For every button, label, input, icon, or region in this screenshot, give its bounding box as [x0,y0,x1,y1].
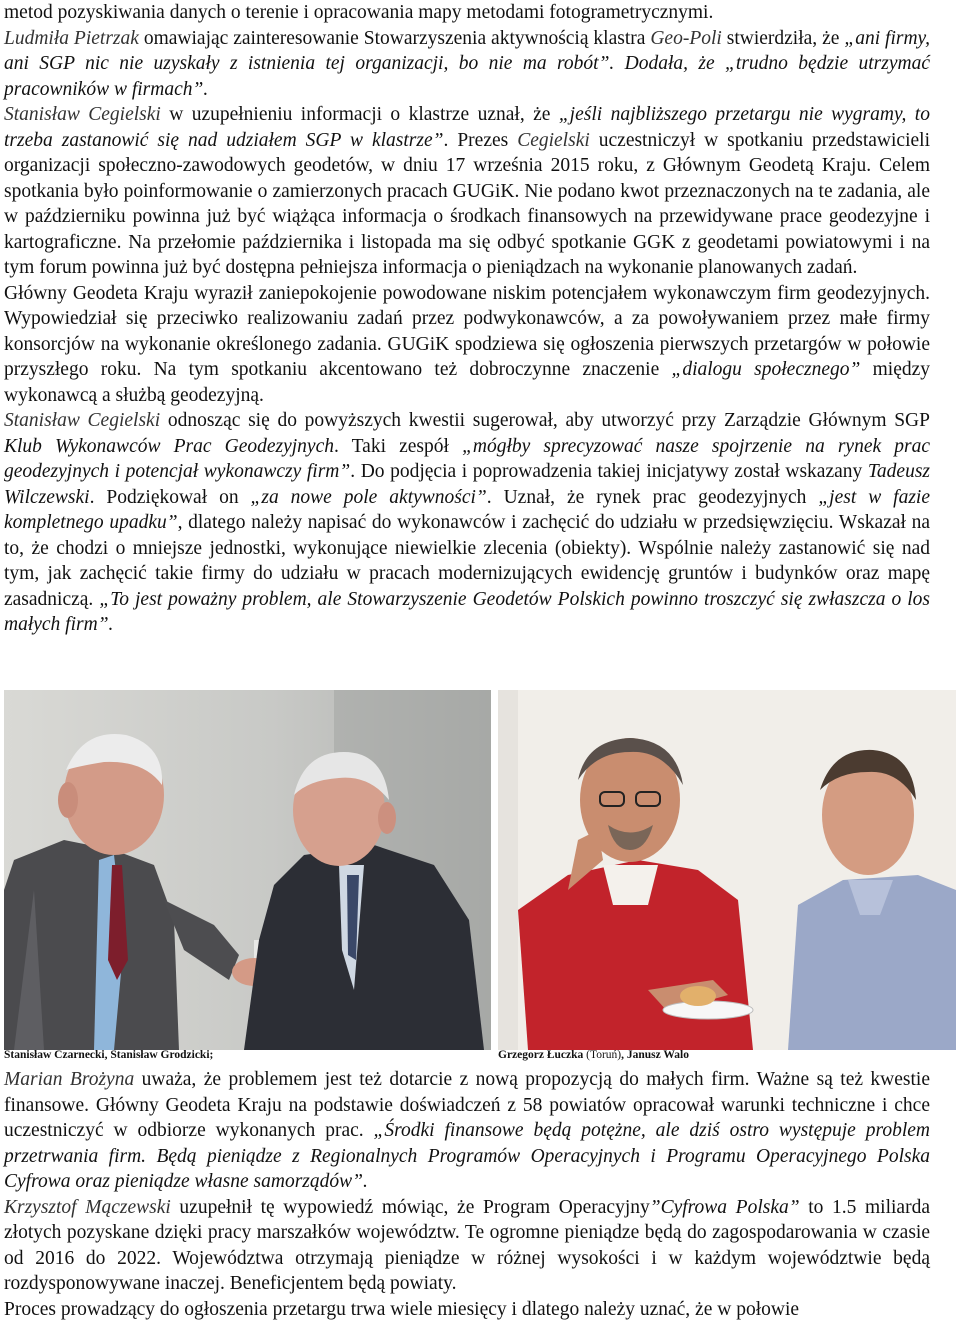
text: uważa, że problemem jest też dotarcie z nową propozycją do małych firm. Ważne są też kwestie finansowe. Główny Geodeta Kraju na podstawie doświadczeń z 58 powiatów opracował warunki techniczne i chce uczestniczyć w odbiorze wykonanych prac. [4,1069,930,1141]
club-name: Klub Wykonawców Prac Geodezyjnych [4,436,334,457]
paragraph-3 [4,102,930,281]
photo-two-older-men-icon [4,690,491,1050]
text: uzupełnił tę wypowiedź mówiąc, że Program Operacyjny [171,1197,650,1218]
paragraph-7 [4,1195,930,1297]
quote: „dialogu społecznego” [671,359,860,380]
quote: „To jest poważny problem, ale Stowarzyszenie Geodetów Polskich powinno troszczyć się zwłaszcza o los małych firm”. [4,589,930,636]
paragraph-5 [4,408,930,638]
photo-captions [4,1049,954,1065]
quote: „jeśli najbliższego przetargu nie wygramy, to trzeba zastanowić się nad udziałem SGP w klastrze” [4,104,930,151]
text: to 1.5 miliarda złotych pozyskane dzięki pracy marszałków województw. Te ogromne pieniądze będą do zagospodarowania w czasie od 2016 do 2022. Województwa otrzymają pieniądze w różnej wysokości i w każdym województwie będą rozdysponowywane inaczej. Beneficjentem będą powiaty. [4,1197,930,1295]
text: Proces prowadzący do ogłoszenia przetargu trwa wiele miesięcy i dlatego należy uznać, że w połowie [4,1299,799,1320]
paragraph-1 [4,0,930,26]
paragraph-2 [4,26,930,103]
paragraph-8 [4,1297,930,1322]
text: uczestniczył w spotkaniu przedstawicieli organizacji społeczno-zawodowych geodetów, w dniu 17 września 2015 roku, z Głównym Geodetą Kraju. Celem spotkania było poinformowanie o zamierzonych pracach GUGiK. Nie podano kwot przeznaczonych na te zadania, ale w październiku powinna już być wiążąca informacja o środkach finansowych na przewidywane prace geodezyjne i kartograficzne. Na przełomie października i listopada ma się odbyć spotkanie GGK z geodetami powiatowymi i na tym forum powinna już być dostępna pełniejsza informacja o pieniądzach na wykonanie planowanych zadań. [4,130,930,279]
quote: „Środki finansowe będą potężne, ale dziś ostro występuje problem przetrwania firm. Będą pieniądze z Regionalnych Programów Operacyjnych i Programu Operacyjnego Polska Cyfrowa oraz pieniądze własne samorządów”. [4,1120,930,1192]
photo-row [0,690,960,1052]
caption-name: , Janusz Walo [621,1049,689,1061]
text: w uzupełnieniu informacji o klastrze uznał, że [161,104,559,125]
person-name: Marian Brożyna [4,1069,134,1090]
paragraph-4 [4,281,930,409]
photo-two-men-red-sweater-icon [498,690,956,1050]
quote: „za nowe pole aktywności” [251,487,487,508]
text: między wykonawcą a służbą geodezyjną. [4,359,930,406]
text: omawiając zainteresowanie Stowarzyszenia aktywnością klastra [139,28,650,49]
quote: ”Cyfrowa Polska” [650,1197,800,1218]
paragraph-6 [4,1067,930,1195]
text: odnosząc się do powyższych kwestii sugerował, aby utworzyć przy Zarządzie Głównym SGP [160,410,930,431]
caption-name: Grzegorz Łuczka [498,1049,586,1061]
text: , dlatego należy napisać do wykonawców i zachęcić do udziału w przedsięwzięciu. Wskazał na to, że chodzi o mniejsze jednostki, wykonujące niewielkie zlecenia (obiekty). Wspólnie należy zastanowić się nad tym, jak zachęcić takie firmy do udziału w pracach modernizujących ewidencję gruntów i budynków oraz mapę zasadniczą. [4,512,930,610]
text: . Prezes [443,130,517,151]
article-top [4,0,930,638]
quote: „mógłby sprecyzować nasze spojrzenie na rynek prac geodezyjnych i potencjał wykonawczy firm” [4,436,930,483]
text: metod pozyskiwania danych o terenie i opracowania mapy metodami fotogrametrycznymi. [4,2,713,23]
person-name: Cegielski [517,130,590,151]
caption-left: Stanisław Czarnecki, Stanisław Grodzicki; [4,1049,213,1061]
person-name: Tadeusz Wilczewski [4,461,930,508]
caption-city: (Toruń) [586,1049,621,1061]
quote: „ani firmy, ani SGP nic nie uzyskały z istnienia tej organizacji, bo nie ma robót”. Dodała, że „trudno będzie utrzymać pracowników w firmach”. [4,28,930,100]
text: . Podziękował on [90,487,251,508]
person-name: Ludmiła Pietrzak [4,28,139,49]
quote: „jest w fazie kompletnego upadku” [4,487,930,534]
text: . Do podjęcia i poprowadzenia takiej inicjatywy został wskazany [350,461,868,482]
text: . Uznał, że rynek prac geodezyjnych [487,487,819,508]
person-name: Stanisław Cegielski [4,104,161,125]
person-name: Krzysztof Mączewski [4,1197,171,1218]
text: Główny Geodeta Kraju wyraził zaniepokojenie powodowane niskim potencjałem wykonawczym firm geodezyjnych. Wypowiedział się przeciwko realizowaniu zadań przez podwykonawców, a za powoływaniem przez małe firmy konsorcjów na wykonanie określonego zadania. GUGiK spodziewa się ogłoszenia pierwszych przetargów w połowie przyszłego roku. Na tym spotkaniu akcentowano też dobroczynne znaczenie [4,283,930,381]
article-bottom [4,1067,930,1322]
text: . Taki zespół [334,436,462,457]
text: stwierdziła, że [722,28,845,49]
cluster-name: Geo-Poli [650,28,721,49]
caption-right [498,1049,689,1061]
person-name: Stanisław Cegielski [4,410,160,431]
